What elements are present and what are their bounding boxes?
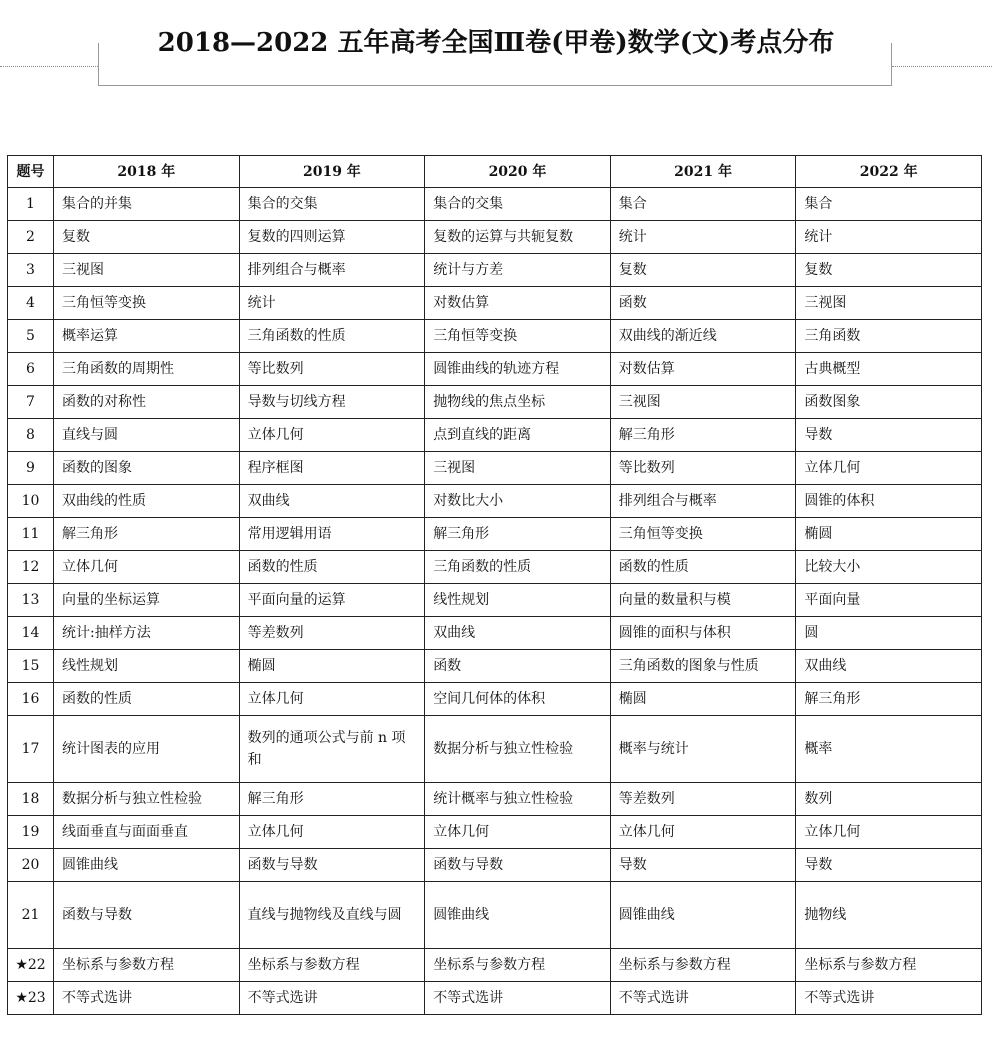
topic-cell: 统计与方差	[425, 254, 611, 287]
topic-cell: 解三角形	[796, 683, 982, 716]
topic-cell: 抛物线	[796, 882, 982, 949]
topic-cell: 坐标系与参数方程	[425, 949, 611, 982]
topic-cell: 统计	[239, 287, 425, 320]
question-number-cell: 2	[8, 221, 54, 254]
topic-cell: 数据分析与独立性检验	[425, 716, 611, 783]
topic-cell: 函数的图象	[54, 452, 240, 485]
topic-cell: 坐标系与参数方程	[610, 949, 796, 982]
topic-cell: 排列组合与概率	[239, 254, 425, 287]
table-row	[8, 982, 982, 1015]
topic-cell: 解三角形	[425, 518, 611, 551]
topic-cell: 立体几何	[54, 551, 240, 584]
question-number-cell: 5	[8, 320, 54, 353]
topic-cell: 统计:抽样方法	[54, 617, 240, 650]
table-row	[8, 320, 982, 353]
topic-cell: 复数	[796, 254, 982, 287]
topic-cell: 等比数列	[610, 452, 796, 485]
table-row	[8, 816, 982, 849]
topic-cell: 统计图表的应用	[54, 716, 240, 783]
table-header-row	[8, 156, 982, 188]
topic-cell: 圆锥曲线的轨迹方程	[425, 353, 611, 386]
header-cell: 2018 年	[54, 156, 240, 188]
topic-cell: 古典概型	[796, 353, 982, 386]
topic-cell: 集合的交集	[425, 188, 611, 221]
question-number-cell: 18	[8, 783, 54, 816]
topic-cell: 对数估算	[425, 287, 611, 320]
topic-cell: 圆锥曲线	[54, 849, 240, 882]
topic-cell: 线性规划	[54, 650, 240, 683]
topic-cell: 函数与导数	[425, 849, 611, 882]
topic-cell: 椭圆	[239, 650, 425, 683]
topic-cell: 等比数列	[239, 353, 425, 386]
header-cell: 2022 年	[796, 156, 982, 188]
topic-cell: 线性规划	[425, 584, 611, 617]
topic-cell: 集合的交集	[239, 188, 425, 221]
topic-cell: 向量的坐标运算	[54, 584, 240, 617]
topic-cell: 三角函数	[796, 320, 982, 353]
table-row	[8, 617, 982, 650]
topic-cell: 圆锥曲线	[610, 882, 796, 949]
topic-cell: 立体几何	[239, 816, 425, 849]
topic-cell: 概率运算	[54, 320, 240, 353]
topic-cell: 集合的并集	[54, 188, 240, 221]
topic-cell: 对数比大小	[425, 485, 611, 518]
topic-cell: 导数	[796, 849, 982, 882]
topic-cell: 立体几何	[239, 419, 425, 452]
question-number-cell: 14	[8, 617, 54, 650]
title-banner	[0, 0, 992, 110]
topic-cell: 数列	[796, 783, 982, 816]
question-number-cell: 15	[8, 650, 54, 683]
topic-cell: 集合	[610, 188, 796, 221]
title-rule-left	[0, 66, 98, 67]
question-number-cell: 7	[8, 386, 54, 419]
topic-cell: 函数与导数	[239, 849, 425, 882]
page-title	[0, 22, 992, 59]
topic-cell: 三角恒等变换	[54, 287, 240, 320]
topic-cell: 不等式选讲	[796, 982, 982, 1015]
question-number-cell: 17	[8, 716, 54, 783]
table-row	[8, 849, 982, 882]
topic-cell: 三视图	[610, 386, 796, 419]
topic-cell: 导数	[610, 849, 796, 882]
question-number-cell: 12	[8, 551, 54, 584]
topic-cell: 概率与统计	[610, 716, 796, 783]
topic-cell: 数列的通项公式与前 n 项和	[239, 716, 425, 783]
table-row	[8, 949, 982, 982]
topic-cell: 圆	[796, 617, 982, 650]
question-number-cell: 20	[8, 849, 54, 882]
topic-cell: 点到直线的距离	[425, 419, 611, 452]
topic-cell: 双曲线	[425, 617, 611, 650]
topic-cell: 不等式选讲	[239, 982, 425, 1015]
topic-cell: 圆锥的面积与体积	[610, 617, 796, 650]
question-number-cell: 21	[8, 882, 54, 949]
table-row	[8, 254, 982, 287]
topic-cell: 统计	[796, 221, 982, 254]
table-row	[8, 287, 982, 320]
page-title-text: 2018—2022 五年高考全国Ⅲ卷(甲卷)数学(文)考点分布	[154, 28, 839, 58]
topic-cell: 平面向量	[796, 584, 982, 617]
topic-cell: 坐标系与参数方程	[54, 949, 240, 982]
title-rule-right	[892, 66, 992, 67]
topic-cell: 统计概率与独立性检验	[425, 783, 611, 816]
topic-cell: 三视图	[425, 452, 611, 485]
topic-cell: 统计	[610, 221, 796, 254]
topic-cell: 直线与圆	[54, 419, 240, 452]
question-number-cell: 11	[8, 518, 54, 551]
topic-cell: 椭圆	[610, 683, 796, 716]
topic-cell: 立体几何	[796, 816, 982, 849]
topic-cell: 向量的数量积与模	[610, 584, 796, 617]
topic-cell: 立体几何	[239, 683, 425, 716]
question-number-cell: 3	[8, 254, 54, 287]
table-row	[8, 485, 982, 518]
topic-cell: 函数	[425, 650, 611, 683]
topic-cell: 抛物线的焦点坐标	[425, 386, 611, 419]
exam-topic-table	[7, 155, 982, 1015]
topic-cell: 不等式选讲	[54, 982, 240, 1015]
topic-cell: 坐标系与参数方程	[796, 949, 982, 982]
topic-cell: 对数估算	[610, 353, 796, 386]
topic-cell: 导数与切线方程	[239, 386, 425, 419]
topic-cell: 数据分析与独立性检验	[54, 783, 240, 816]
topic-cell: 复数的四则运算	[239, 221, 425, 254]
table-row	[8, 716, 982, 783]
topic-cell: 函数图象	[796, 386, 982, 419]
topic-cell: 平面向量的运算	[239, 584, 425, 617]
topic-cell: 解三角形	[239, 783, 425, 816]
topic-cell: 等差数列	[239, 617, 425, 650]
topic-cell: 立体几何	[425, 816, 611, 849]
table-row	[8, 353, 982, 386]
topic-cell: 解三角形	[54, 518, 240, 551]
question-number-cell: 16	[8, 683, 54, 716]
topic-cell: 函数的性质	[610, 551, 796, 584]
table-row	[8, 683, 982, 716]
topic-cell: 导数	[796, 419, 982, 452]
topic-cell: 复数	[610, 254, 796, 287]
topic-cell: 立体几何	[610, 816, 796, 849]
table-row	[8, 386, 982, 419]
table-row	[8, 518, 982, 551]
table-row	[8, 452, 982, 485]
question-number-cell: ★22	[8, 949, 54, 982]
table-row	[8, 221, 982, 254]
topic-cell: 双曲线	[239, 485, 425, 518]
topic-cell: 函数的性质	[239, 551, 425, 584]
topic-cell: 圆锥曲线	[425, 882, 611, 949]
topic-cell: 双曲线	[796, 650, 982, 683]
topic-cell: 复数的运算与共轭复数	[425, 221, 611, 254]
table-row	[8, 584, 982, 617]
header-cell: 2021 年	[610, 156, 796, 188]
question-number-cell: 1	[8, 188, 54, 221]
topic-cell: 三角函数的性质	[239, 320, 425, 353]
topic-cell: 三角恒等变换	[425, 320, 611, 353]
topic-cell: 等差数列	[610, 783, 796, 816]
topic-cell: 函数与导数	[54, 882, 240, 949]
topic-cell: 程序框图	[239, 452, 425, 485]
topic-cell: 双曲线的性质	[54, 485, 240, 518]
topic-cell: 空间几何体的体积	[425, 683, 611, 716]
topic-cell: 解三角形	[610, 419, 796, 452]
topic-cell: 三角函数的性质	[425, 551, 611, 584]
header-cell: 2019 年	[239, 156, 425, 188]
topic-cell: 三角函数的图象与性质	[610, 650, 796, 683]
question-number-cell: 4	[8, 287, 54, 320]
topic-cell: 函数的对称性	[54, 386, 240, 419]
topic-cell: 立体几何	[796, 452, 982, 485]
topic-cell: 集合	[796, 188, 982, 221]
header-cell: 2020 年	[425, 156, 611, 188]
topic-cell: 三视图	[54, 254, 240, 287]
question-number-cell: 6	[8, 353, 54, 386]
topic-cell: 复数	[54, 221, 240, 254]
topic-cell: 直线与抛物线及直线与圆	[239, 882, 425, 949]
question-number-cell: 10	[8, 485, 54, 518]
topic-cell: 三角恒等变换	[610, 518, 796, 551]
question-number-cell: 13	[8, 584, 54, 617]
table-row	[8, 551, 982, 584]
question-number-cell: 9	[8, 452, 54, 485]
topic-cell: 常用逻辑用语	[239, 518, 425, 551]
topic-cell: 椭圆	[796, 518, 982, 551]
table-row	[8, 650, 982, 683]
question-number-cell: 19	[8, 816, 54, 849]
question-number-cell: 8	[8, 419, 54, 452]
topic-cell: 坐标系与参数方程	[239, 949, 425, 982]
topic-cell: 排列组合与概率	[610, 485, 796, 518]
table-body	[8, 188, 982, 1015]
topic-cell: 三视图	[796, 287, 982, 320]
topic-cell: 圆锥的体积	[796, 485, 982, 518]
topic-cell: 比较大小	[796, 551, 982, 584]
header-cell: 题号	[8, 156, 54, 188]
topic-cell: 三角函数的周期性	[54, 353, 240, 386]
topic-cell: 不等式选讲	[425, 982, 611, 1015]
topic-cell: 函数的性质	[54, 683, 240, 716]
topic-cell: 概率	[796, 716, 982, 783]
table-row	[8, 783, 982, 816]
table-row	[8, 419, 982, 452]
table-row	[8, 188, 982, 221]
topic-cell: 双曲线的渐近线	[610, 320, 796, 353]
topic-cell: 不等式选讲	[610, 982, 796, 1015]
table-row	[8, 882, 982, 949]
question-number-cell: ★23	[8, 982, 54, 1015]
topic-cell: 函数	[610, 287, 796, 320]
topic-cell: 线面垂直与面面垂直	[54, 816, 240, 849]
